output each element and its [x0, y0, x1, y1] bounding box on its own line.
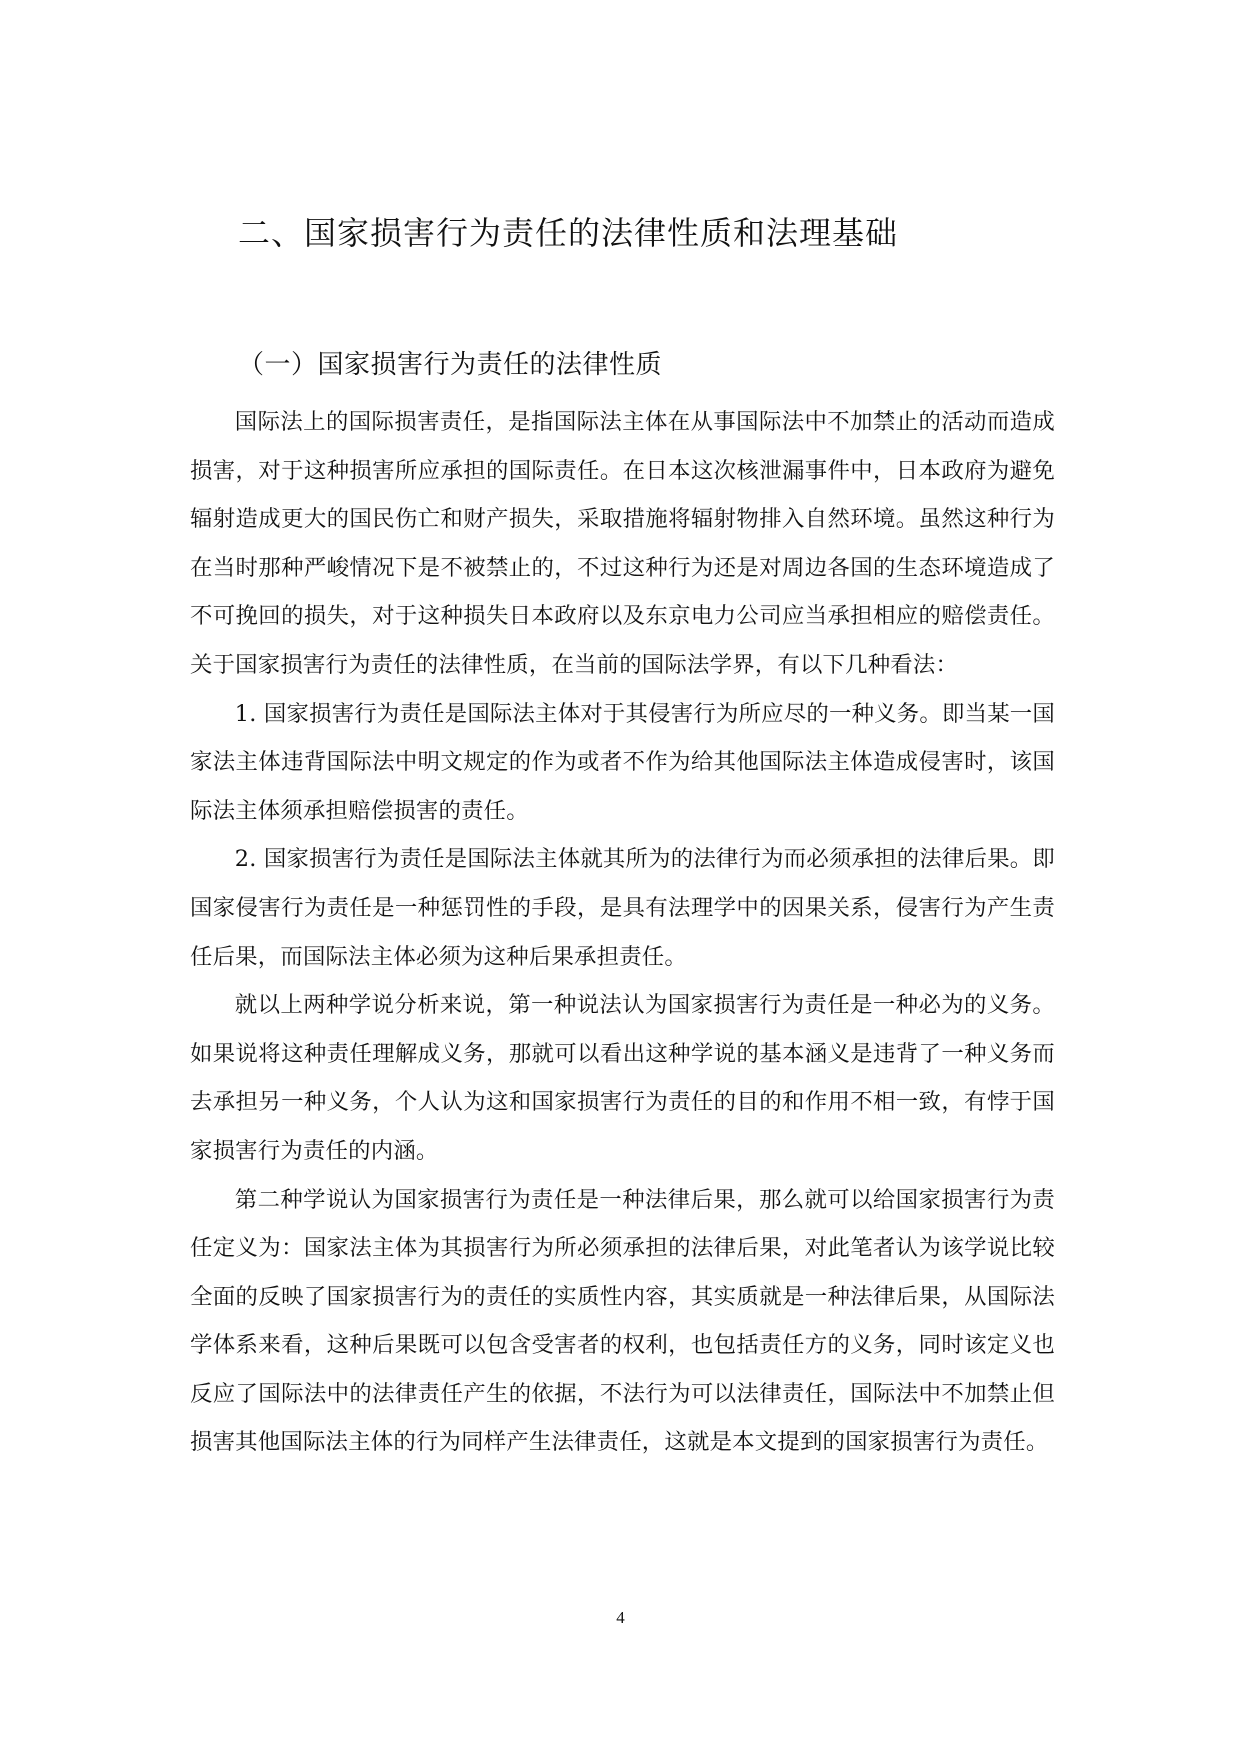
- paragraph-intro: 国际法上的国际损害责任，是指国际法主体在从事国际法中不加禁止的活动而造成损害，对于这种损害所应承担的国际责任。在日本这次核泄漏事件中，日本政府为避免辐射造成更大的国民伤亡和财产损失，采取措施将辐射物排入自然环境。虽然这种行为在当时那种严峻情况下是不被禁止的，不过这种行为还是对周边各国的生态环境造成了不可挽回的损失，对于这种损失日本政府以及东京电力公司应当承担相应的赔偿责任。关于国家损害行为责任的法律性质，在当前的国际法学界，有以下几种看法：: [190, 409, 1055, 678]
- page-number: 4: [616, 1608, 625, 1627]
- subsection-heading: （一）国家损害行为责任的法律性质: [238, 350, 663, 380]
- paragraph-analysis-1: 就以上两种学说分析来说，第一种说法认为国家损害行为责任是一种必为的义务。如果说将这种责任理解成义务，那就可以看出这种学说的基本涵义是违背了一种义务而去承担另一种义务，个人认为这和国家损害行为责任的目的和作用不相一致，有悖于国家损害行为责任的内涵。: [190, 992, 1055, 1164]
- body-text: [190, 398, 1055, 1467]
- paragraph-analysis-2: 第二种学说认为国家损害行为责任是一种法律后果，那么就可以给国家损害行为责任定义为：国家法主体为其损害行为所必须承担的法律后果，对此笔者认为该学说比较全面的反映了国家损害行为的责任的实质性内容，其实质就是一种法律后果，从国际法学体系来看，这种后果既可以包含受害者的权利，也包括责任方的义务，同时该定义也反应了国际法中的法律责任产生的依据，不法行为可以法律责任，国际法中不加禁止但损害其他国际法主体的行为同样产生法律责任，这就是本文提到的国家损害行为责任。: [190, 1186, 1055, 1456]
- paragraph-view-1: 1. 国家损害行为责任是国际法主体对于其侵害行为所应尽的一种义务。即当某一国家法主体违背国际法中明文规定的作为或者不作为给其他国际法主体造成侵害时，该国际法主体须承担赔偿损害的责任。: [190, 700, 1055, 824]
- paragraph-view-2: 2. 国家损害行为责任是国际法主体就其所为的法律行为而必须承担的法律后果。即国家侵害行为责任是一种惩罚性的手段，是具有法理学中的因果关系，侵害行为产生责任后果，而国际法主体必须为这种后果承担责任。: [190, 846, 1055, 970]
- section-heading: 二、国家损害行为责任的法律性质和法理基础: [238, 214, 899, 252]
